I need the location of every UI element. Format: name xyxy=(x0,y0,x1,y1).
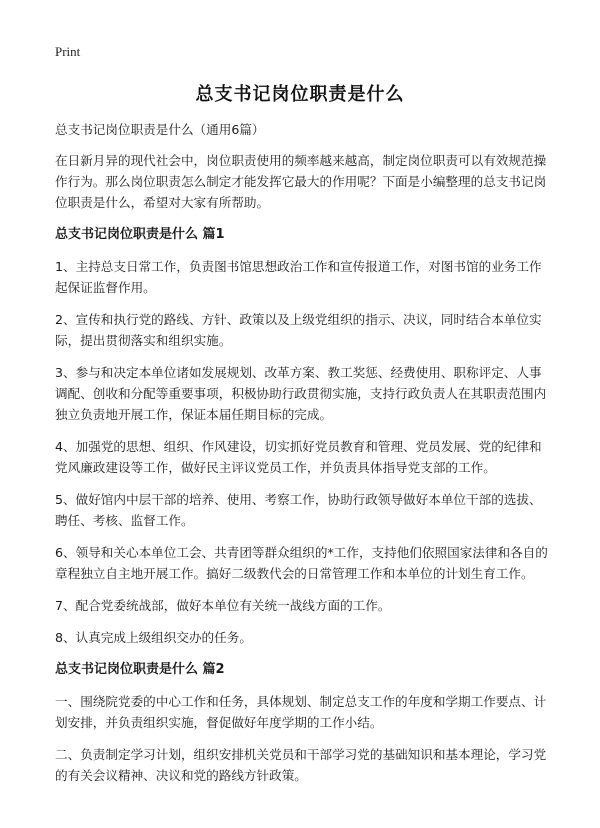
paragraph: 7、配合党委统战部，做好本单位有关统一战线方面的工作。 xyxy=(55,598,391,613)
paragraph: 6、领导和关心本单位工会、共青团等群众组织的*工作，支持他们依照国家法律和各自的章程独立自主地开展工作。搞好二级教代会的日常管理工作和本单位的计划生育工作。 xyxy=(55,545,548,581)
paragraph: 1、主持总支日常工作，负责图书馆思想政治工作和宣传报道工作，对图书馆的业务工作起保证监督作用。 xyxy=(55,259,542,295)
paragraph: 3、参与和决定本单位诸如发展规划、改革方案、教工奖惩、经费使用、职称评定、人事调配、创收和分配等重要事项，积极协助行政贯彻实施，支持行政负责人在其职责范围内独立负责地开展工作，保证本届任期目标的完成。 xyxy=(55,365,547,422)
intro-paragraph: 在日新月异的现代社会中，岗位职责使用的频率越来越高，制定岗位职责可以有效规范操作行为。那么岗位职责怎么制定才能发挥它最大的作用呢？下面是小编整理的总支书记岗位职责是什么，希望对大家有所帮助。 xyxy=(55,153,547,210)
section-1 xyxy=(55,224,551,648)
print-link[interactable]: Print xyxy=(55,44,81,59)
section-heading: 总支书记岗位职责是什么 篇2 xyxy=(55,662,225,677)
document-body xyxy=(55,119,551,797)
paragraph: 2、宣传和执行党的路线、方针、政策以及上级党组织的指示、决议，同时结合本单位实际，提出贯彻落实和组织实施。 xyxy=(55,312,542,348)
paragraph: 一、围绕院党委的中心工作和任务，具体规划、制定总支工作的年度和学期工作要点、计划安排，并负责组织实施，督促做好年度学期的工作小结。 xyxy=(55,694,547,730)
paragraph: 二、负责制定学习计划，组织安排机关党员和干部学习党的基础知识和基本理论，学习党的有关会议精神、决议和党的路线方针政策。 xyxy=(55,747,547,783)
section-2 xyxy=(55,659,551,786)
document-subtitle: 总支书记岗位职责是什么（通用6篇） xyxy=(55,122,265,137)
page-title: 总支书记岗位职责是什么 xyxy=(195,84,405,105)
paragraph: 4、加强党的思想、组织、作风建设，切实抓好党员教育和管理、党员发展、党的纪律和党风廉政建设等工作，做好民主评议党员工作，并负责具体指导党支部的工作。 xyxy=(55,439,542,475)
paragraph: 8、认真完成上级组织交办的任务。 xyxy=(55,630,252,645)
section-heading: 总支书记岗位职责是什么 篇1 xyxy=(55,227,225,242)
paragraph: 5、做好馆内中层干部的培养、使用、考察工作，协助行政领导做好本单位干部的选拔、聘任、考核、监督工作。 xyxy=(55,492,542,528)
